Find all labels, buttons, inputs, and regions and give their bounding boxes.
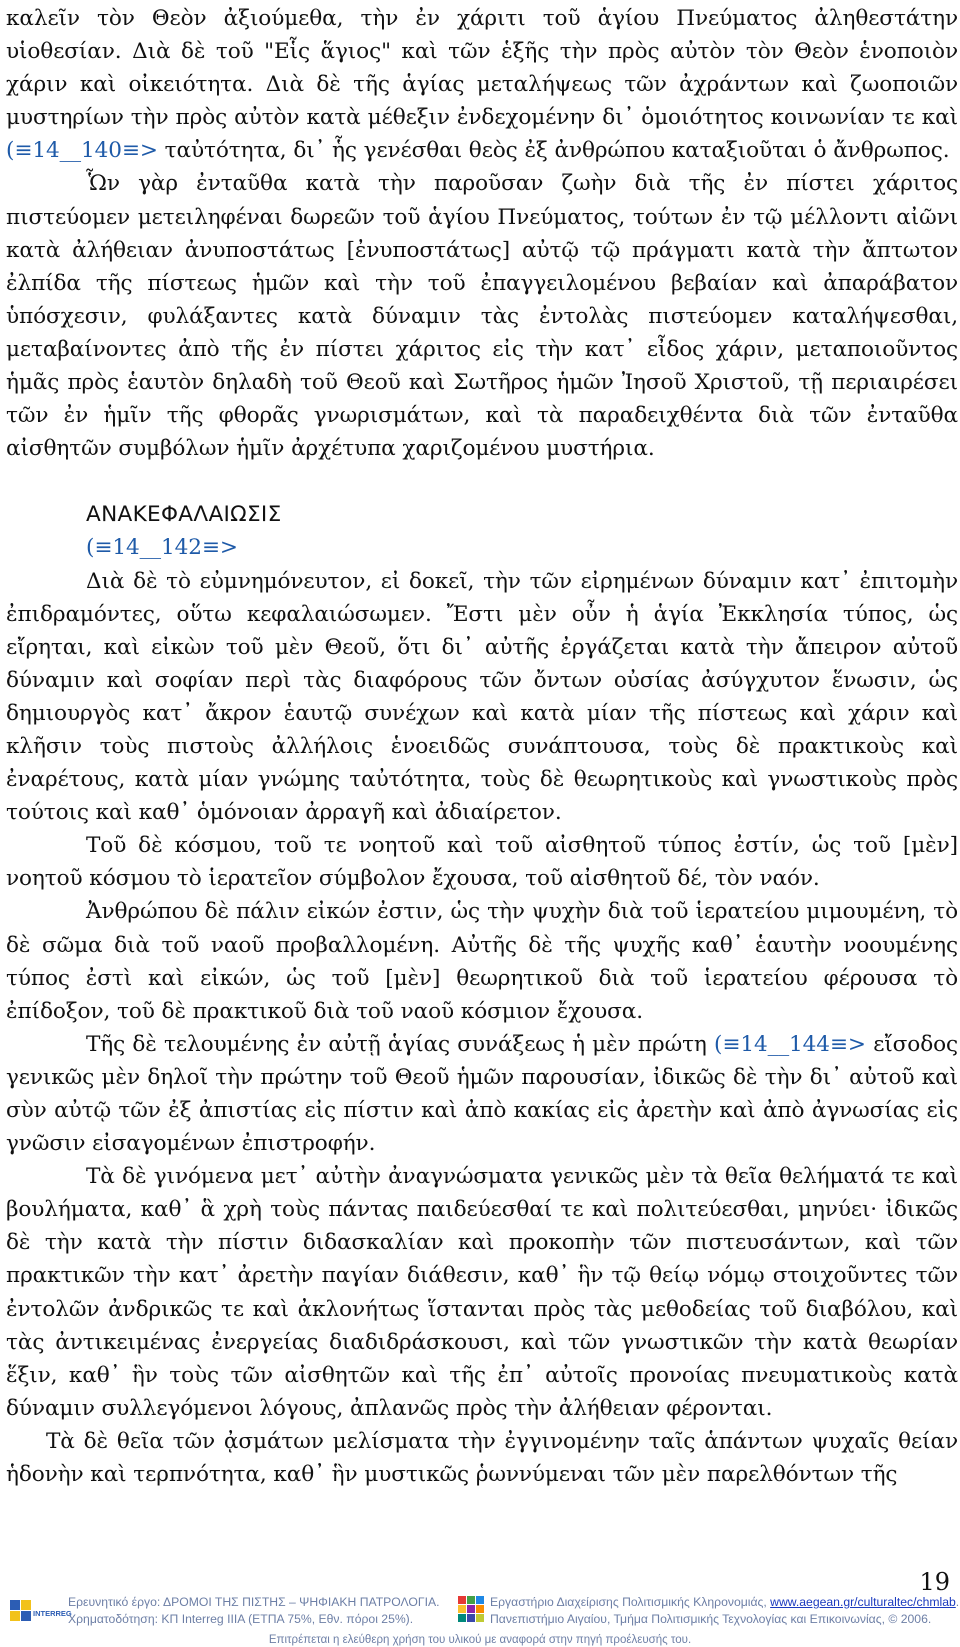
paragraph-5: Ἀνθρώπου δὲ πάλιν εἰκών ἐστιν, ὡς τὴν ψυχὴν διὰ τοῦ ἱερατείου μιμουμένη, τὸ δὲ σῶμα διὰ τοῦ ναοῦ προβαλλομένη. Αὐτῆς δὲ τῆς ψυχῆς καθ᾿ ἑαυτὴν νοουμένης τύπος ἐστὶ καὶ εἰκών, ὡς τοῦ [μὲν] θεωρητικοῦ διὰ τοῦ ἱερατείου φέρουσα τὸ ἐπίδοξον, τοῦ δὲ πρακτικοῦ διὰ τοῦ ναοῦ κόσμιον ἔχουσα. <box>6 899 958 1024</box>
footer-left <box>10 1594 450 1634</box>
footer-right-text <box>490 1594 959 1628</box>
paragraph-8: Τὰ δὲ θεῖα τῶν ᾀσμάτων μελίσματα τὴν ἐγγινομένην ταῖς ἁπάντων ψυχαῖς θείαν ἡδονὴν καὶ τερπνότητα, καθ᾿ ἣν μυστικῶς ῥωννύμεναι τῶν μὲν παρελθόντων τῆς <box>6 1428 958 1488</box>
page-reference-140: (≡14__140≡> <box>6 138 158 164</box>
paragraph-1-end: ταὐτότητα, δι᾿ ἧς γενέσθαι θεὸς ἐξ ἀνθρώπου καταξιοῦται ὁ ἄνθρωπος. <box>164 138 950 164</box>
logo-wordmark: INTERREG <box>33 1609 72 1618</box>
paragraph-6 <box>6 1028 958 1160</box>
interreg-logo-icon <box>10 1596 72 1626</box>
paragraph-7: Τὰ δὲ γινόμενα μετ᾿ αὐτὴν ἀναγνώσματα γενικῶς μὲν τὰ θεῖα θελήματά τε καὶ βουλήματα, καθ᾿ ἃ χρὴ τοὺς πάντας παιδεύεσθαί τε καὶ πολιτεύεσθαι, μηνύει· ἰδικῶς δὲ τὴν κατὰ τὴν πίστιν διδασκαλίαν καὶ προκοπὴν τῶν πιστευσάντων, καὶ τῶν πρακτικῶν τὴν κατ᾿ ἀρετὴν παγίαν διάθεσιν, καθ᾿ ἣν τῷ θείῳ νόμῳ στοιχοῦντες τῶν ἐντολῶν ἀνδρικῶς τε καὶ ἀκλονήτως ἵστανται πρὸς τὰς μεθοδείας τοῦ διαβόλου, καὶ τὰς ἀντικειμένας ἐνεργείας διαδιδράσκουσι, καὶ τῶν γνωστικῶν τὴν κατὰ θεωρίαν ἕξιν, καθ᾿ ἣν τοὺς τῶν αἰσθητῶν καὶ τῆς ἐπ᾿ αὐτοῖς προνοίας πνευματικοὺς κατὰ δύναμιν συλλεγόμενοι λόγους, ἀπλανῶς πρὸς τὴν ἀλήθειαν φέρονται. <box>6 1164 958 1421</box>
project-line: Ερευνητικό έργο: ΔΡΟΜΟΙ ΤΗΣ ΠΙΣΤΗΣ – ΨΗΦΙΑΚΗ ΠΑΤΡΟΛΟΓΙΑ. <box>68 1595 440 1609</box>
paragraph-1-text: καλεῖν τὸν Θεὸν ἀξιούμεθα, τὴν ἐν χάριτι τοῦ ἁγίου Πνεύματος ἀληθεστάτην υἱοθεσίαν. Διὰ δὲ τοῦ "Εἷς ἅγιος" καὶ τῶν ἑξῆς τὴν πρὸς αὐτὸν τὸν Θεὸν ἑνοποιὸν χάριν καὶ οἰκειότητα. Διὰ δὲ τῆς ἁγίας μεταλήψεως τῶν ἀχράντων καὶ ζωοποιῶν μυστηρίων τὴν πρὸς αὐτὸν κατὰ μέθεξιν ἐνδεχομένην δι᾿ ὁμοιότητος κοινωνίαν τε καὶ <box>6 6 958 131</box>
paragraph-6-start: Τῆς δὲ τελουμένης ἐν αὐτῇ ἁγίας συνάξεως ἡ μὲν πρώτη <box>86 1031 707 1057</box>
page-reference-142: (≡14__142≡> <box>86 535 238 561</box>
paragraph-2: Ὧν γὰρ ἐνταῦθα κατὰ τὴν παροῦσαν ζωὴν διὰ τῆς ἐν πίστει χάριτος πιστεύομεν μετειληφέναι δωρεῶν τοῦ ἁγίου Πνεύματος, τούτων ἐν τῷ μέλλοντι αἰῶνι κατὰ ἀλήθειαν ἀνυποστάτως [ἐνυποστάτως] αὐτῷ τῷ πράγματι κατὰ τὴν ἄπτωτον ἐλπίδα τῆς πίστεως ἡμῶν καὶ τὴν τοῦ ἐπαγγειλομένου βεβαίαν καὶ ἀπαράβατον ὑπόσχεσιν, φυλάξαντες κατὰ δύναμιν τὰς ἐντολὰς πιστεύομεν καταλήψεσθαι, μεταβαίνοντες ἀπὸ τῆς ἐν πίστει χάριτος εἰς τὴν κατ᾿ εἶδος χάριν, μεταποιοῦντος ἡμᾶς πρὸς ἑαυτὸν δηλαδὴ τοῦ Θεοῦ καὶ Σωτῆρος ἡμῶν Ἰησοῦ Χριστοῦ, τῇ περιαιρέσει τῶν ἐν ἡμῖν τῆς φθορᾶς γνωρισμάτων, καὶ τὰ παραδειχθέντα διὰ τῶν ἐνταῦθα αἰσθητῶν συμβόλων ἡμῖν ἀρχέτυπα χαριζομένου μυστήρια. <box>6 171 958 462</box>
paragraph-6-end: εἴσοδος γενικῶς μὲν δηλοῖ τὴν πρώτην τοῦ Θεοῦ ἡμῶν παρουσίαν, ἰδικῶς δὲ τὴν δι᾿ αὐτοῦ καὶ σὺν αὐτῷ τῶν ἐξ ἀπιστίας εἰς πίστιν καὶ ἀπὸ κακίας εἰς ἀρετὴν καὶ ἀπὸ ἀγνωσίας εἰς γνῶσιν εἰσαγομένων ἐπιστροφήν. <box>6 1031 958 1157</box>
university-line: Πανεπιστήμιο Αιγαίου, Τμήμα Πολιτισμικής Τεχνολογίας και Επικοινωνίας, © 2006. <box>490 1612 932 1626</box>
lab-logo-icon <box>458 1596 484 1622</box>
paragraph-1 <box>6 2 958 167</box>
spacer <box>6 465 958 498</box>
main-text <box>6 2 958 1491</box>
paragraph-4: Τοῦ δὲ κόσμου, τοῦ τε νοητοῦ καὶ τοῦ αἰσθητοῦ τύπος ἐστίν, ὡς τοῦ [μὲν] νοητοῦ κόσμου τὸ ἱερατεῖον σύμβολον ἔχουσα, τοῦ αἰσθητοῦ δέ, τὸν ναόν. <box>6 833 958 892</box>
lab-line <box>490 1594 959 1611</box>
page-number: 19 <box>919 1568 950 1596</box>
paragraph-3: Διὰ δὲ τὸ εὐμνημόνευτον, εἰ δοκεῖ, τὴν τῶν εἰρημένων δύναμιν κατ᾿ ἐπιτομὴν ἐπιδραμόντες, οὕτω κεφαλαιώσωμεν. Ἔστι μὲν οὖν ἡ ἁγία Ἐκκλησία τύπος, ὡς εἴρηται, καὶ εἰκὼν τοῦ μὲν Θεοῦ, ὅτι δι᾿ αὐτῆς ἐργάζεται κατὰ τὴν ἄπειρον αὐτοῦ δύναμιν καὶ σοφίαν περὶ τὰς διαφόρους τῶν ὄντων οὐσίας ἀσύγχυτον ἕνωσιν, ὡς δημιουργὸς κατ᾿ ἄκρον ἑαυτῷ συνέχων καὶ κατὰ μίαν τῆς πίστεως καὶ χάριν καὶ κλῆσιν τοὺς πιστοὺς ἀλλήλοις ἑνοειδῶς συνάπτουσα, τοὺς δὲ πρακτικοὺς καὶ ἐναρέτους, κατὰ μίαν γνώμης ταὐτότητα, τοὺς δὲ θεωρητικοὺς καὶ γνωστικοὺς πρὸς τούτοις καὶ καθ᾿ ὁμόνοιαν ἀρραγῆ καὶ ἀδιαίρετον. <box>6 568 958 826</box>
footer-left-text <box>68 1594 440 1628</box>
funding-line: Χρηματοδότηση: ΚΠ Interreg IIIA (ΕΤΠΑ 75%, Εθν. πόροι 25%). <box>68 1612 414 1626</box>
usage-notice: Επιτρέπεται η ελεύθερη χρήση του υλικού με αναφορά στην πηγή προέλευσής του. <box>268 1634 692 1646</box>
lab-website-link[interactable]: www.aegean.gr/culturaltec/chmlab <box>770 1595 956 1609</box>
section-heading: ΑΝΑΚΕΦΑΛΑΙΩΣΙΣ <box>86 502 282 528</box>
lab-line-end: . <box>955 1595 960 1609</box>
lab-name: Εργαστήριο Διαχείρισης Πολιτισμικής Κληρονομιάς, <box>490 1595 767 1609</box>
footer-right <box>458 1594 958 1634</box>
page-reference-144: (≡14__144≡> <box>714 1031 866 1057</box>
